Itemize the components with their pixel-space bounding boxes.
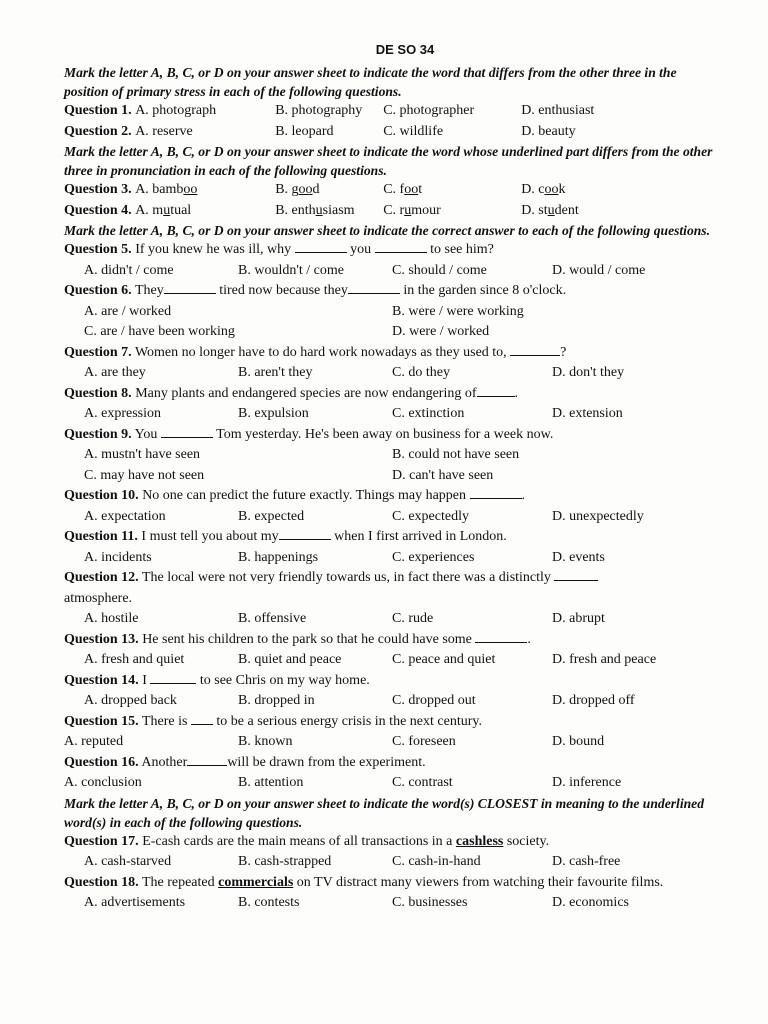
option-a: A. expression xyxy=(84,406,161,421)
question-10 xyxy=(64,486,716,507)
question-text: will be drawn from the experiment. xyxy=(227,754,426,770)
option-a: A. mustn't have seen xyxy=(84,447,201,462)
option-d: D. cash-free xyxy=(552,854,621,869)
question-label: Question 12. xyxy=(64,570,139,585)
question-text: in the garden since 8 o'clock. xyxy=(403,283,567,298)
answer-blank xyxy=(187,753,227,766)
question-text: to see Chris on my way home. xyxy=(199,672,370,688)
option-c: C. rumour xyxy=(383,202,441,218)
question-label: Question 2. xyxy=(64,123,132,139)
question-4 xyxy=(64,201,716,222)
options-9 xyxy=(64,445,716,486)
question-text: Tom yesterday. He's been away on business for a week now. xyxy=(216,426,554,442)
question-label: Question 14. xyxy=(64,672,139,688)
question-label: Question 8. xyxy=(64,385,132,401)
option-a: A. are they xyxy=(84,365,146,380)
question-18 xyxy=(64,873,716,894)
question-11 xyxy=(64,527,716,548)
question-label: Question 16. xyxy=(64,754,139,770)
option-d: D. unexpectedly xyxy=(552,508,644,524)
option-b: B. wouldn't / come xyxy=(238,262,344,278)
question-text: . xyxy=(514,385,519,401)
option-c: C. extinction xyxy=(392,406,465,421)
question-text: when I first arrived in London. xyxy=(334,529,507,544)
question-label: Question 5. xyxy=(64,242,132,257)
question-16 xyxy=(64,753,716,774)
option-c: C. expectedly xyxy=(392,508,469,524)
option-c: C. dropped out xyxy=(392,693,476,708)
question-7 xyxy=(64,343,716,364)
option-a: A. reputed xyxy=(64,734,124,749)
option-a: A. fresh and quiet xyxy=(84,652,185,667)
question-text: I xyxy=(142,672,147,688)
question-13 xyxy=(64,630,716,651)
option-b: B. were / were working xyxy=(392,303,524,319)
option-a: A. mutual xyxy=(135,202,192,218)
question-label: Question 10. xyxy=(64,488,139,503)
options-17 xyxy=(64,852,716,873)
option-b: B. offensive xyxy=(238,611,307,626)
question-1 xyxy=(64,101,716,122)
question-12 xyxy=(64,568,716,589)
answer-blank xyxy=(510,343,560,356)
options-14 xyxy=(64,691,716,712)
option-a: A. expectation xyxy=(84,508,166,524)
option-b: B. good xyxy=(275,182,320,197)
option-b: B. contests xyxy=(238,895,300,910)
question-3 xyxy=(64,180,716,201)
question-text: tired now because they xyxy=(219,283,348,298)
options-13 xyxy=(64,650,716,671)
question-text: You xyxy=(134,426,158,442)
answer-blank xyxy=(164,281,216,294)
option-b: B. aren't they xyxy=(238,365,313,380)
option-c: C. may have not seen xyxy=(84,467,205,483)
question-2 xyxy=(64,122,716,143)
answer-blank xyxy=(375,240,427,253)
question-label: Question 9. xyxy=(64,426,132,442)
option-d: D. inference xyxy=(552,775,622,790)
option-b: B. enthusiasm xyxy=(275,202,355,218)
option-a: A. didn't / come xyxy=(84,262,174,278)
instruction-stress: Mark the letter A, B, C, or D on your answer sheet to indicate the word that differs from the other three in the position of primary stress in each of the following questions. xyxy=(64,65,677,99)
answer-blank xyxy=(150,671,196,684)
option-d: D. can't have seen xyxy=(392,467,494,483)
options-10 xyxy=(64,507,716,528)
question-text: to see him? xyxy=(430,242,494,257)
options-18 xyxy=(64,893,716,914)
option-b: B. leopard xyxy=(275,123,334,139)
question-label: Question 11. xyxy=(64,529,138,544)
option-b: B. known xyxy=(238,734,293,749)
option-c: C. rude xyxy=(392,611,434,626)
option-c: C. are / have been working xyxy=(84,324,235,339)
option-b: B. dropped in xyxy=(238,693,315,708)
option-d: D. student xyxy=(521,202,579,218)
question-label: Question 17. xyxy=(64,833,139,849)
option-d: D. were / worked xyxy=(392,324,490,339)
question-label: Question 15. xyxy=(64,713,139,729)
option-c: C. should / come xyxy=(392,262,487,278)
option-b: B. expulsion xyxy=(238,406,309,421)
option-a: A. conclusion xyxy=(64,775,142,790)
answer-blank xyxy=(279,527,331,540)
option-c: C. experiences xyxy=(392,549,475,565)
answer-blank xyxy=(554,568,598,581)
question-text: you xyxy=(350,242,372,257)
question-text: Women no longer have to do hard work nowadays as they used to, xyxy=(134,344,507,360)
question-label: Question 7. xyxy=(64,344,132,360)
question-5 xyxy=(64,240,716,261)
question-text: He sent his children to the park so that he could have some xyxy=(142,631,472,647)
options-5 xyxy=(64,261,716,282)
question-label: Question 1. xyxy=(64,103,132,118)
question-15 xyxy=(64,712,716,733)
question-14 xyxy=(64,671,716,692)
question-6 xyxy=(64,281,716,302)
underlined-word: commercials xyxy=(218,874,294,890)
question-text: There is xyxy=(141,713,188,729)
instruction-closest: Mark the letter A, B, C, or D on your answer sheet to indicate the word(s) CLOSEST in meaning to the underlined word(s) in each of the following questions. xyxy=(64,795,704,830)
question-text: . xyxy=(527,631,531,647)
underlined-word: cashless xyxy=(455,833,504,849)
options-6 xyxy=(64,302,716,343)
question-text: I must tell you about my xyxy=(141,529,279,544)
options-16 xyxy=(64,773,716,794)
option-d: D. would / come xyxy=(552,262,646,278)
question-17 xyxy=(64,832,716,853)
option-d: D. cook xyxy=(521,182,566,197)
option-b: B. happenings xyxy=(238,549,319,565)
option-c: C. peace and quiet xyxy=(392,652,496,667)
option-b: B. photography xyxy=(275,103,363,118)
option-d: D. fresh and peace xyxy=(552,652,657,667)
option-d: D. abrupt xyxy=(552,611,605,626)
option-d: D. don't they xyxy=(552,365,625,380)
question-text: . xyxy=(521,488,526,503)
option-c: C. foot xyxy=(383,182,423,197)
question-text: on TV distract many viewers from watching their favourite films. xyxy=(296,874,664,890)
options-15 xyxy=(64,732,716,753)
instruction-correct: Mark the letter A, B, C, or D on your answer sheet to indicate the correct answer to each of the following questions. xyxy=(64,223,710,238)
question-text: Many plants and endangered species are now endangering of xyxy=(135,385,477,401)
question-text: Another xyxy=(141,754,188,770)
option-a: A. reserve xyxy=(135,123,193,139)
option-d: D. dropped off xyxy=(552,693,635,708)
question-label: Question 3. xyxy=(64,182,132,197)
option-a: A. incidents xyxy=(84,549,152,565)
option-a: A. hostile xyxy=(84,611,139,626)
answer-blank xyxy=(477,384,515,397)
option-d: D. economics xyxy=(552,895,629,910)
option-b: B. expected xyxy=(238,508,305,524)
question-text: society. xyxy=(506,833,550,849)
option-b: B. could not have seen xyxy=(392,447,520,462)
option-a: A. dropped back xyxy=(84,693,177,708)
question-text: to be a serious energy crisis in the next century. xyxy=(216,713,482,729)
option-c: C. wildlife xyxy=(383,123,444,139)
question-9 xyxy=(64,425,716,446)
options-7 xyxy=(64,363,716,384)
answer-blank xyxy=(161,425,213,438)
question-text: If you knew he was ill, why xyxy=(135,242,292,257)
option-a: A. bamboo xyxy=(135,182,198,197)
option-d: D. beauty xyxy=(521,123,576,139)
answer-blank xyxy=(191,712,213,725)
option-c: C. foreseen xyxy=(392,734,456,749)
question-text: The local were not very friendly towards us, in fact there was a distinctly xyxy=(141,570,551,585)
question-text: The repeated xyxy=(141,874,215,890)
option-b: B. cash-strapped xyxy=(238,854,332,869)
option-c: C. businesses xyxy=(392,895,468,910)
options-12 xyxy=(64,609,716,630)
options-11 xyxy=(64,548,716,569)
option-c: C. cash-in-hand xyxy=(392,854,481,869)
option-d: D. events xyxy=(552,549,605,565)
answer-blank xyxy=(470,486,522,499)
option-a: A. are / worked xyxy=(84,303,172,319)
option-d: D. bound xyxy=(552,734,605,749)
answer-blank xyxy=(475,630,527,643)
answer-blank xyxy=(348,281,400,294)
option-a: A. cash-starved xyxy=(84,854,172,869)
option-a: A. photograph xyxy=(135,103,217,118)
question-label: Question 4. xyxy=(64,202,132,218)
options-8 xyxy=(64,404,716,425)
question-text: ? xyxy=(560,344,567,360)
answer-blank xyxy=(295,240,347,253)
option-b: B. attention xyxy=(238,775,304,790)
option-c: C. photographer xyxy=(383,103,475,118)
page-title: DE SO 34 xyxy=(375,42,435,57)
option-d: D. enthusiast xyxy=(521,103,595,118)
question-label: Question 13. xyxy=(64,631,139,647)
question-text: E-cash cards are the main means of all transactions in a xyxy=(142,833,453,849)
question-label: Question 18. xyxy=(64,874,139,890)
option-d: D. extension xyxy=(552,406,623,421)
option-c: C. do they xyxy=(392,365,450,380)
question-12-continued: atmosphere. xyxy=(64,590,133,606)
question-text: They xyxy=(134,283,164,298)
option-a: A. advertisements xyxy=(84,895,186,910)
instruction-pronunciation: Mark the letter A, B, C, or D on your answer sheet to indicate the word whose underlined part differs from the other three in pronunciation in each of the following questions. xyxy=(64,144,713,178)
option-c: C. contrast xyxy=(392,775,453,790)
question-label: Question 6. xyxy=(64,283,132,298)
option-b: B. quiet and peace xyxy=(238,652,342,667)
question-text: No one can predict the future exactly. Things may happen xyxy=(142,488,467,503)
question-8 xyxy=(64,384,716,405)
